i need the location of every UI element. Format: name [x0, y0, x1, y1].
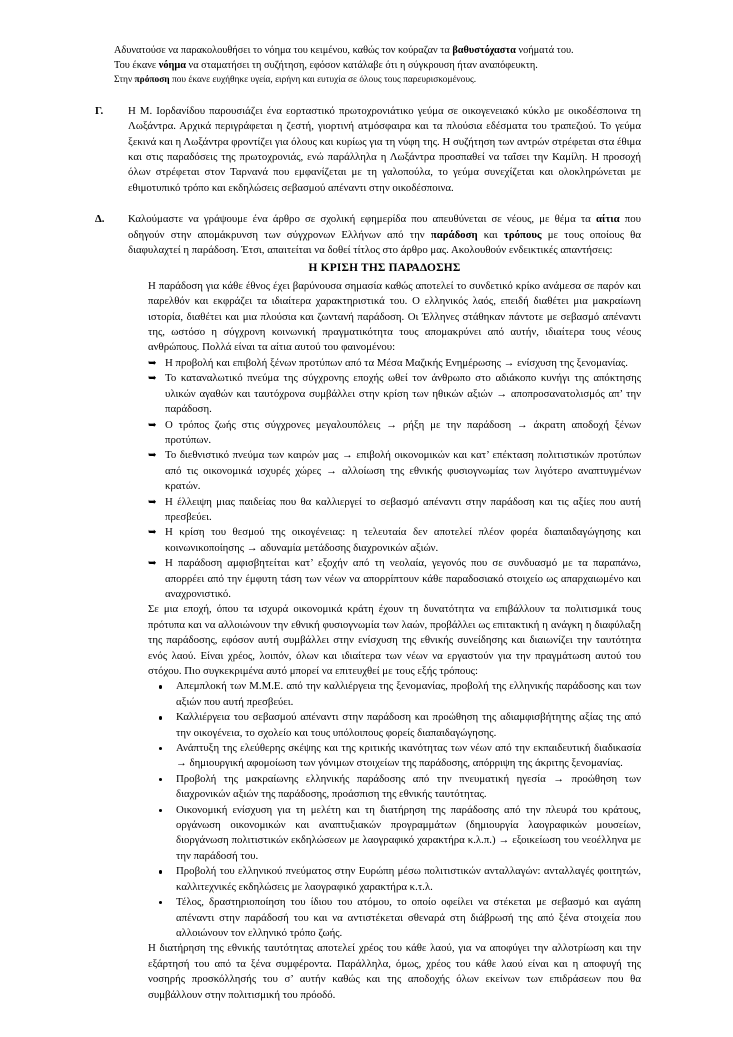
solution-text: Οικονομική ενίσχυση για τη μελέτη και τη διατήρηση της παράδοσης από την πλευρά του κράτους, οργάνωση οικονομικών και αναπτυξιακών προγραμμάτων (δημιουργία λαογραφικών μουσείων, διοργάνωση πολιτιστικών εκδηλώσεων με λαογραφικό χαρακτήρα κ.λ.π.) → εξοικείωση του νεοέλληνα με την παράδοσή του.	[176, 803, 641, 862]
list-item	[128, 556, 641, 602]
solutions-list	[128, 679, 641, 941]
intro-line-1-bold: βαθυστόχαστα	[452, 45, 516, 56]
intro-line-3-post: που έκανε ευχήθηκε υγεία, ειρήνη και ευτυχία σε όλους τους παρευρισκομένους.	[169, 75, 477, 86]
list-item	[128, 772, 641, 803]
section-delta-bold-aitia: αίτια	[595, 213, 620, 226]
solution-text: Τέλος, δραστηριοποίηση του ίδιου του ατόμου, το οποίο οφείλει να στέκεται με σεβασμό και αγάπη απέναντι στην παράδοσή του και να αντιστέκεται σθεναρά στη διάβρωσή της από ξένα στοιχεία που αλλοιώνουν τον ελληνικό τρόπο ζωής.	[176, 896, 641, 939]
list-item	[128, 495, 641, 526]
intro-line-3	[114, 73, 641, 88]
intro-line-1-post: νοήματά του.	[515, 45, 574, 56]
solution-text: Απεμπλοκή των Μ.Μ.Ε. από την καλλιέργεια της ξενομανίας, προβολή της ελληνικής παράδοσης και των αξιών που αυτή πρεσβεύει.	[176, 680, 641, 708]
cause-text: Ο τρόπος ζωής στις σύγχρονες μεγαλουπόλεις → ρήξη με την παράδοση → άκρατη αποδοχή ξένων προτύπων.	[165, 418, 641, 446]
causes-list	[128, 356, 641, 603]
section-delta-body	[128, 212, 641, 1003]
list-item	[128, 418, 641, 449]
solution-text: Προβολή της μακραίωνης ελληνικής παράδοσης από την πνευματική ηγεσία → προώθηση των διαχρονικών αξιών της παράδοσης, προάσπιση της εθνικής ταυτότητας.	[176, 772, 641, 801]
section-delta-text	[128, 212, 641, 258]
solution-text: Καλλιέργεια του σεβασμού απέναντι στην παράδοση και προώθηση της αδιαμφισβήτητης αξίας της από την οικογένεια, το σχολείο και τους υπόλοιπους φορείς διαπαιδαγώγησης.	[176, 711, 641, 739]
section-gamma-text: Η Μ. Ιορδανίδου παρουσιάζει ένα εορταστικό πρωτοχρονιάτικο γεύμα σε οικογενειακό κύκλο με οικοδέσποινα τη Λωξάντρα. Αρχικά περιγράφεται η ζεστή, γιορτινή ατμόσφαιρα και τα πλούσια εδέσματα του τραπεζιού. Το γεύμα ξεκινά και η Λωξάντρα φροντίζει για όλους και κυρίως για τη νύφη της. Η συζήτηση των αντρών στρέφεται στα έθιμα και στις παραδόσεις της πρωτοχρονιάς, ενώ παράλληλα η Λωξάντρα προσπαθεί να ταΐσει την Καμίλη. Η προσοχή όλων στρέφεται στον Ταρνανά που εμφανίζεται με τη γαλοπούλα, το γεύμα συνεχίζεται και ολοκληρώνεται με εθιμοτυπικό τρόπο και εκδηλώσεις σεβασμού απέναντι στην οικοδέσποινα.	[128, 104, 641, 194]
cause-text: Η κρίση του θεσμού της οικογένειας: η τελευταία δεν αποτελεί πλέον φορέα διαπαιδαγώγησης και κοινωνικοποίησης → αδυναμία μετάδοσης διαχρονικών αξιών.	[165, 526, 641, 554]
arrow-bullet-icon: ➥	[148, 450, 157, 462]
section-delta-marker: Δ.	[95, 213, 105, 226]
intro-line-3-pre: Στην	[114, 75, 135, 86]
dot-bullet-icon	[159, 870, 162, 873]
intro-line-2-pre: Του έκανε	[114, 59, 159, 71]
dot-bullet-icon	[159, 716, 162, 719]
dot-bullet-icon	[159, 685, 162, 688]
list-item	[128, 803, 641, 865]
section-delta-pre: Καλούμαστε να γράψουμε ένα άρθρο σε σχολική εφημερίδα που απευθύνεται σε νέους, με θέμα τα	[128, 213, 596, 226]
list-item	[128, 864, 641, 895]
intro-block	[114, 44, 641, 88]
section-delta-bold-tropous: τρόπους	[503, 228, 542, 241]
section-delta-bold-paradosi: παράδοση	[430, 228, 478, 241]
section-gamma	[92, 104, 641, 196]
arrow-bullet-icon: ➥	[148, 527, 157, 539]
dot-bullet-icon	[159, 778, 162, 781]
section-delta	[92, 212, 641, 1003]
section-gamma-body	[128, 104, 641, 196]
paragraph-three: Η διατήρηση της εθνικής ταυτότητας αποτελεί χρέος του κάθε λαού, για να αποφύγει την αλλοτρίωση και την εξάρτησή του από τα ξένα συμφέροντα. Παράλληλα, όμως, χρέος του κάθε λαού είναι και η αποφυγή της νοσηρής προσκόλλησής του σ’ αυτήν καθώς και της αποδοχής όλων εκείνων των επιδράσεων που θα συμβάλλουν στην πολιτισμική του πρόοδό.	[148, 942, 641, 1001]
list-item	[128, 371, 641, 417]
section-delta-mid-2: και	[477, 228, 504, 241]
list-item	[128, 741, 641, 772]
cause-text: Η έλλειψη μιας παιδείας που θα καλλιεργεί το σεβασμό απέναντι στην παράδοση και τις αξίες που αυτή πρεσβεύει.	[165, 495, 641, 523]
solution-text: Προβολή του ελληνικού πνεύματος στην Ευρώπη μέσω πολιτιστικών ανταλλαγών: ανταλλαγές φοιτητών, καλλιτεχνικές εκδηλώσεις με λαογραφικό χαρακτήρα κ.τ.λ.	[176, 865, 641, 893]
article-title: Η ΚΡΙΣΗ ΤΗΣ ΠΑΡΑΔΟΣΗΣ	[308, 262, 461, 275]
arrow-bullet-icon: ➥	[148, 558, 157, 570]
section-delta-mid-1: που οδηγούν στην απομάκρυνση των σύγχρονων Ελλήνων από την	[128, 213, 641, 241]
dot-bullet-icon	[159, 809, 162, 812]
list-item	[128, 448, 641, 494]
arrow-bullet-icon: ➥	[148, 419, 157, 431]
arrow-bullet-icon: ➥	[148, 357, 157, 369]
dot-bullet-icon	[159, 747, 162, 750]
cause-text: Το διεθνιστικό πνεύμα των καιρών μας → επιβολή οικονομικών και κατ’ επέκταση πολιτιστικών προτύπων από τις οικονομικά ισχυρές χώρες → αλλοίωση της εθνικής φυσιογνωμίας των λιγότερο αναπτυγμένων κρατών.	[165, 449, 641, 493]
intro-line-2-bold: νόημα	[158, 59, 186, 71]
cause-text: Το καταναλωτικό πνεύμα της σύγχρονης εποχής ωθεί τον άνθρωπο στο αδιάκοπο κυνήγι της απόκτησης υλικών αγαθών και ταυτόχρονα συμβάλλει στην κρίση των ηθικών αξιών → αποπροσανατολισμός απ’ την παράδοση.	[165, 372, 641, 416]
intro-line-1-pre: Αδυνατούσε να παρακολουθήσει το νόημα του κειμένου, καθώς τον κούραζαν τα	[114, 45, 453, 56]
dot-bullet-icon	[159, 901, 162, 904]
intro-line-3-bold: πρόποση	[134, 75, 170, 86]
list-item	[128, 710, 641, 741]
paragraph-two: Σε μια εποχή, όπου τα ισχυρά οικονομικά κράτη έχουν τη δυνατότητα να επιβάλλουν τα πολιτισμικά τους πρότυπα και να αλλοιώνουν την εθνική φυσιογνωμία των λαών, προβάλλει ως επιτακτική η ανάγκη η διαφύλαξη της παράδοσης, εφόσον αυτή συμβάλλει στην ενίσχυση της εθνικής συνείδησης και διαιωνίζει την ταυτότητα ενός λαού. Είναι χρέος, λοιπόν, όλων και ιδιαίτερα των νέων να εργαστούν για την πραγμάτωση αυτού του στόχου. Πιο συγκεκριμένα αυτό μπορεί να επιτευχθεί με τους εξής τρόπους:	[148, 603, 641, 677]
intro-line-1	[114, 44, 641, 59]
solution-text: Ανάπτυξη της ελεύθερης σκέψης και της κριτικής ικανότητας των νέων από την εκπαιδευτική διαδικασία → δημιουργική αφομοίωση των γόνιμων στοιχείων της παράδοσης, απόρριψη της άκριτης ξενομανίας.	[176, 742, 641, 770]
list-item	[128, 356, 641, 371]
intro-line-2	[114, 59, 641, 74]
list-item	[128, 525, 641, 556]
intro-line-2-post: να σταματήσει τη συζήτηση, εφόσον κατάλαβε ότι η σύγκρουση ήταν αναπόφευκτη.	[185, 59, 538, 71]
section-delta-post: με τους οποίους θα διαφυλαχτεί η παράδοση. Έτσι, απαιτείται να δοθεί τίτλος στο άρθρο μας. Ακολουθούν ενδεικτικές απαντήσεις:	[128, 228, 641, 257]
list-item	[128, 679, 641, 710]
cause-text: Η παράδοση αμφισβητείται κατ’ εξοχήν από τη νεολαία, γεγονός που σε συνδυασμό με τα παραπάνω, απορρέει από την έμφυτη τάση των νέων να απορρίπτουν κάθε παραδοσιακό στοιχείο ως απαρχαιωμένο και αναχρονιστικό.	[165, 557, 641, 600]
arrow-bullet-icon: ➥	[148, 373, 157, 385]
paragraph-one: Η παράδοση για κάθε έθνος έχει βαρύνουσα σημασία καθώς αποτελεί το συνδετικό κρίκο ανάμεσα σε παρόν και παρελθόν και εκφράζει τα ιδιαίτερα χαρακτηριστικά του. Ο ελληνικός λαός, επειδή διαθέτει μια μακραίωνη ιστορία, διαθέτει και μια πλούσια και ζωντανή παράδοση. Οι Έλληνες στάθηκαν πάντοτε με σεβασμό απέναντι της, ωστόσο η σύγχρονη κοινωνική πραγματικότητα τους απομακρύνει από αυτήν, ιδιαίτερα τους νέους ανθρώπους. Πολλά είναι τα αίτια αυτού του φαινομένου:	[148, 279, 641, 354]
list-item	[128, 895, 641, 941]
section-gamma-marker: Γ.	[95, 104, 104, 117]
arrow-bullet-icon: ➥	[148, 496, 157, 508]
cause-text: Η προβολή και επιβολή ξένων προτύπων από τα Μέσα Μαζικής Ενημέρωσης → ενίσχυση της ξενομανίας.	[165, 356, 629, 369]
